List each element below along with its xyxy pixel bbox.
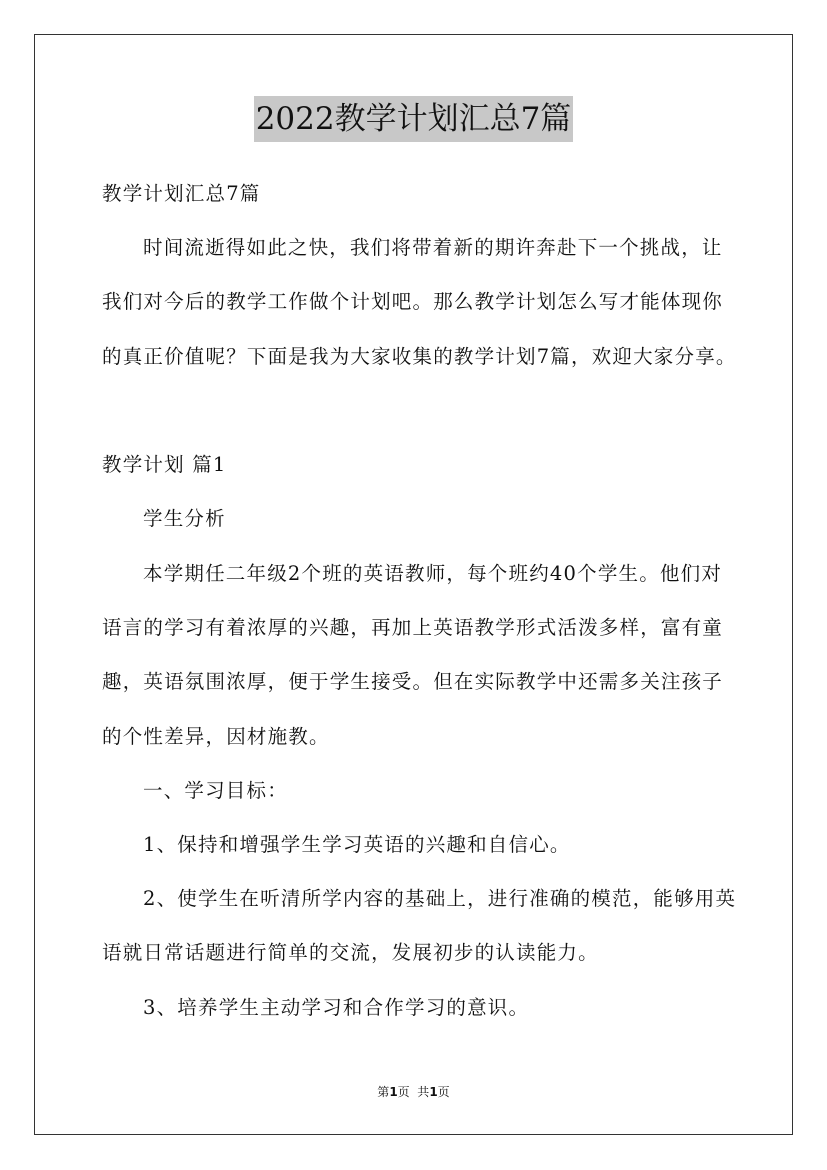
footer-total-suffix: 页 bbox=[437, 1085, 450, 1099]
student-analysis-line-1: 本学期任二年级2个班的英语教师，每个班约40个学生。他们对 bbox=[143, 562, 723, 585]
intro-line-2: 我们对今后的教学工作做个计划吧。那么教学计划怎么写才能体现你 bbox=[102, 290, 724, 313]
student-analysis-line-3: 趣，英语氛围浓厚，便于学生接受。但在实际教学中还需多关注孩子 bbox=[102, 670, 724, 693]
goal-2-line-2: 语就日常话题进行简单的交流，发展初步的认读能力。 bbox=[102, 941, 599, 964]
goal-3: 3、培养学生主动学习和合作学习的意识。 bbox=[143, 996, 530, 1019]
goals-heading: 一、学习目标： bbox=[143, 779, 288, 802]
student-analysis-heading: 学生分析 bbox=[143, 507, 226, 530]
page-footer bbox=[0, 1084, 827, 1100]
footer-prefix: 第 bbox=[377, 1085, 390, 1099]
goal-2-line-1: 2、使学生在听清所学内容的基础上，进行准确的模范，能够用英 bbox=[143, 887, 737, 910]
footer-page-suffix: 页 共 bbox=[397, 1085, 430, 1099]
goal-1: 1、保持和增强学生学习英语的兴趣和自信心。 bbox=[143, 833, 571, 856]
intro-line-1: 时间流逝得如此之快，我们将带着新的期许奔赴下一个挑战，让 bbox=[143, 236, 723, 259]
footer-page-number: 1 bbox=[389, 1085, 398, 1099]
student-analysis-line-4: 的个性差异，因材施教。 bbox=[102, 725, 330, 748]
footer-total-pages: 1 bbox=[429, 1085, 438, 1099]
intro-line-3: 的真正价值呢？下面是我为大家收集的教学计划7篇，欢迎大家分享。 bbox=[102, 345, 737, 368]
subtitle: 教学计划汇总7篇 bbox=[102, 182, 261, 205]
document-title: 2022教学计划汇总7篇 bbox=[254, 96, 574, 142]
section-heading: 教学计划 篇1 bbox=[102, 453, 227, 476]
title-row bbox=[0, 96, 827, 142]
student-analysis-line-2: 语言的学习有着浓厚的兴趣，再加上英语教学形式活泼多样，富有童 bbox=[102, 616, 724, 639]
